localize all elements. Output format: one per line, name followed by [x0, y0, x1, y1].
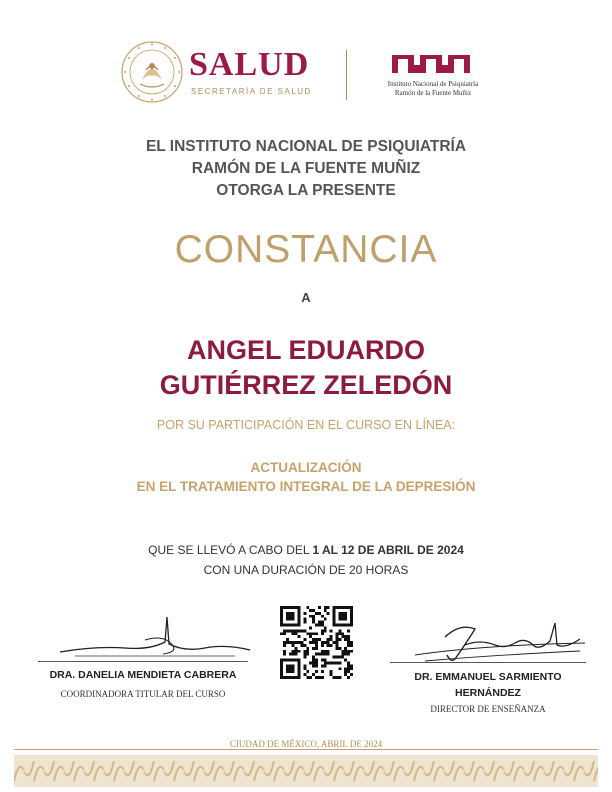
right-signer-name-line1: DR. EMMANUEL SARMIENTO: [414, 671, 562, 683]
left-signature-line: [38, 661, 248, 662]
intro-line-2: RAMÓN DE LA FUENTE MUÑIZ: [191, 160, 421, 177]
secretaria-label: SECRETARÍA DE SALUD: [191, 87, 312, 96]
document-title: CONSTANCIA: [174, 228, 438, 271]
right-signer-name-line2: HERNÁNDEZ: [455, 687, 521, 699]
institute-name-line2: Ramón de la Fuente Muñiz: [394, 89, 472, 97]
course-line-1: ACTUALIZACIÓN: [250, 460, 362, 475]
city-date: CIUDAD DE MÉXICO, ABRIL DE 2024: [229, 739, 383, 749]
institute-name: [358, 80, 508, 98]
dates-range: 1 AL 12 DE ABRIL DE 2024: [312, 543, 464, 557]
intro-text: [0, 136, 612, 202]
course-line-2: EN EL TRATAMIENTO INTEGRAL DE LA DEPRESIÓN: [136, 479, 476, 494]
decorative-pattern-band: [14, 755, 598, 787]
dates-prefix: QUE SE LLEVÓ A CABO DEL: [148, 543, 313, 557]
header-divider: [346, 50, 347, 100]
right-signature-icon: [405, 615, 590, 665]
inp-logo-icon: [392, 53, 470, 75]
right-signer-title: DIRECTOR DE ENSEÑANZA: [430, 704, 546, 714]
participation-text: POR SU PARTICIPACIÓN EN EL CURSO EN LÍNEA:: [156, 418, 456, 432]
duration-line: CON UNA DURACIÓN DE 20 HORAS: [203, 563, 409, 577]
intro-line-1: EL INSTITUTO NACIONAL DE PSIQUIATRÍA: [145, 138, 467, 155]
intro-line-3: OTORGA LA PRESENTE: [216, 182, 396, 199]
recipient-name: [0, 333, 612, 403]
course-title: [0, 458, 612, 496]
qr-code-icon: [280, 606, 353, 679]
dates-line: [0, 540, 612, 560]
recipient-line-1: ANGEL EDUARDO: [186, 335, 426, 365]
right-signature-line: [390, 662, 586, 663]
left-signature-icon: [55, 612, 255, 662]
footer-rule: [14, 749, 598, 750]
course-dates: [0, 540, 612, 580]
mexico-seal-icon: [120, 40, 184, 104]
to-label: A: [301, 290, 311, 305]
institute-name-line1: Instituto Nacional de Psiquiatría: [387, 80, 479, 88]
recipient-line-2: GUTIÉRREZ ZELEDÓN: [159, 370, 453, 400]
left-signer-name: DRA. DANELIA MENDIETA CABRERA: [49, 669, 237, 681]
salud-wordmark: SALUD: [189, 46, 310, 83]
right-signer-name: [380, 669, 596, 701]
left-signer-title: COORDINADORA TITULAR DEL CURSO: [60, 689, 226, 699]
